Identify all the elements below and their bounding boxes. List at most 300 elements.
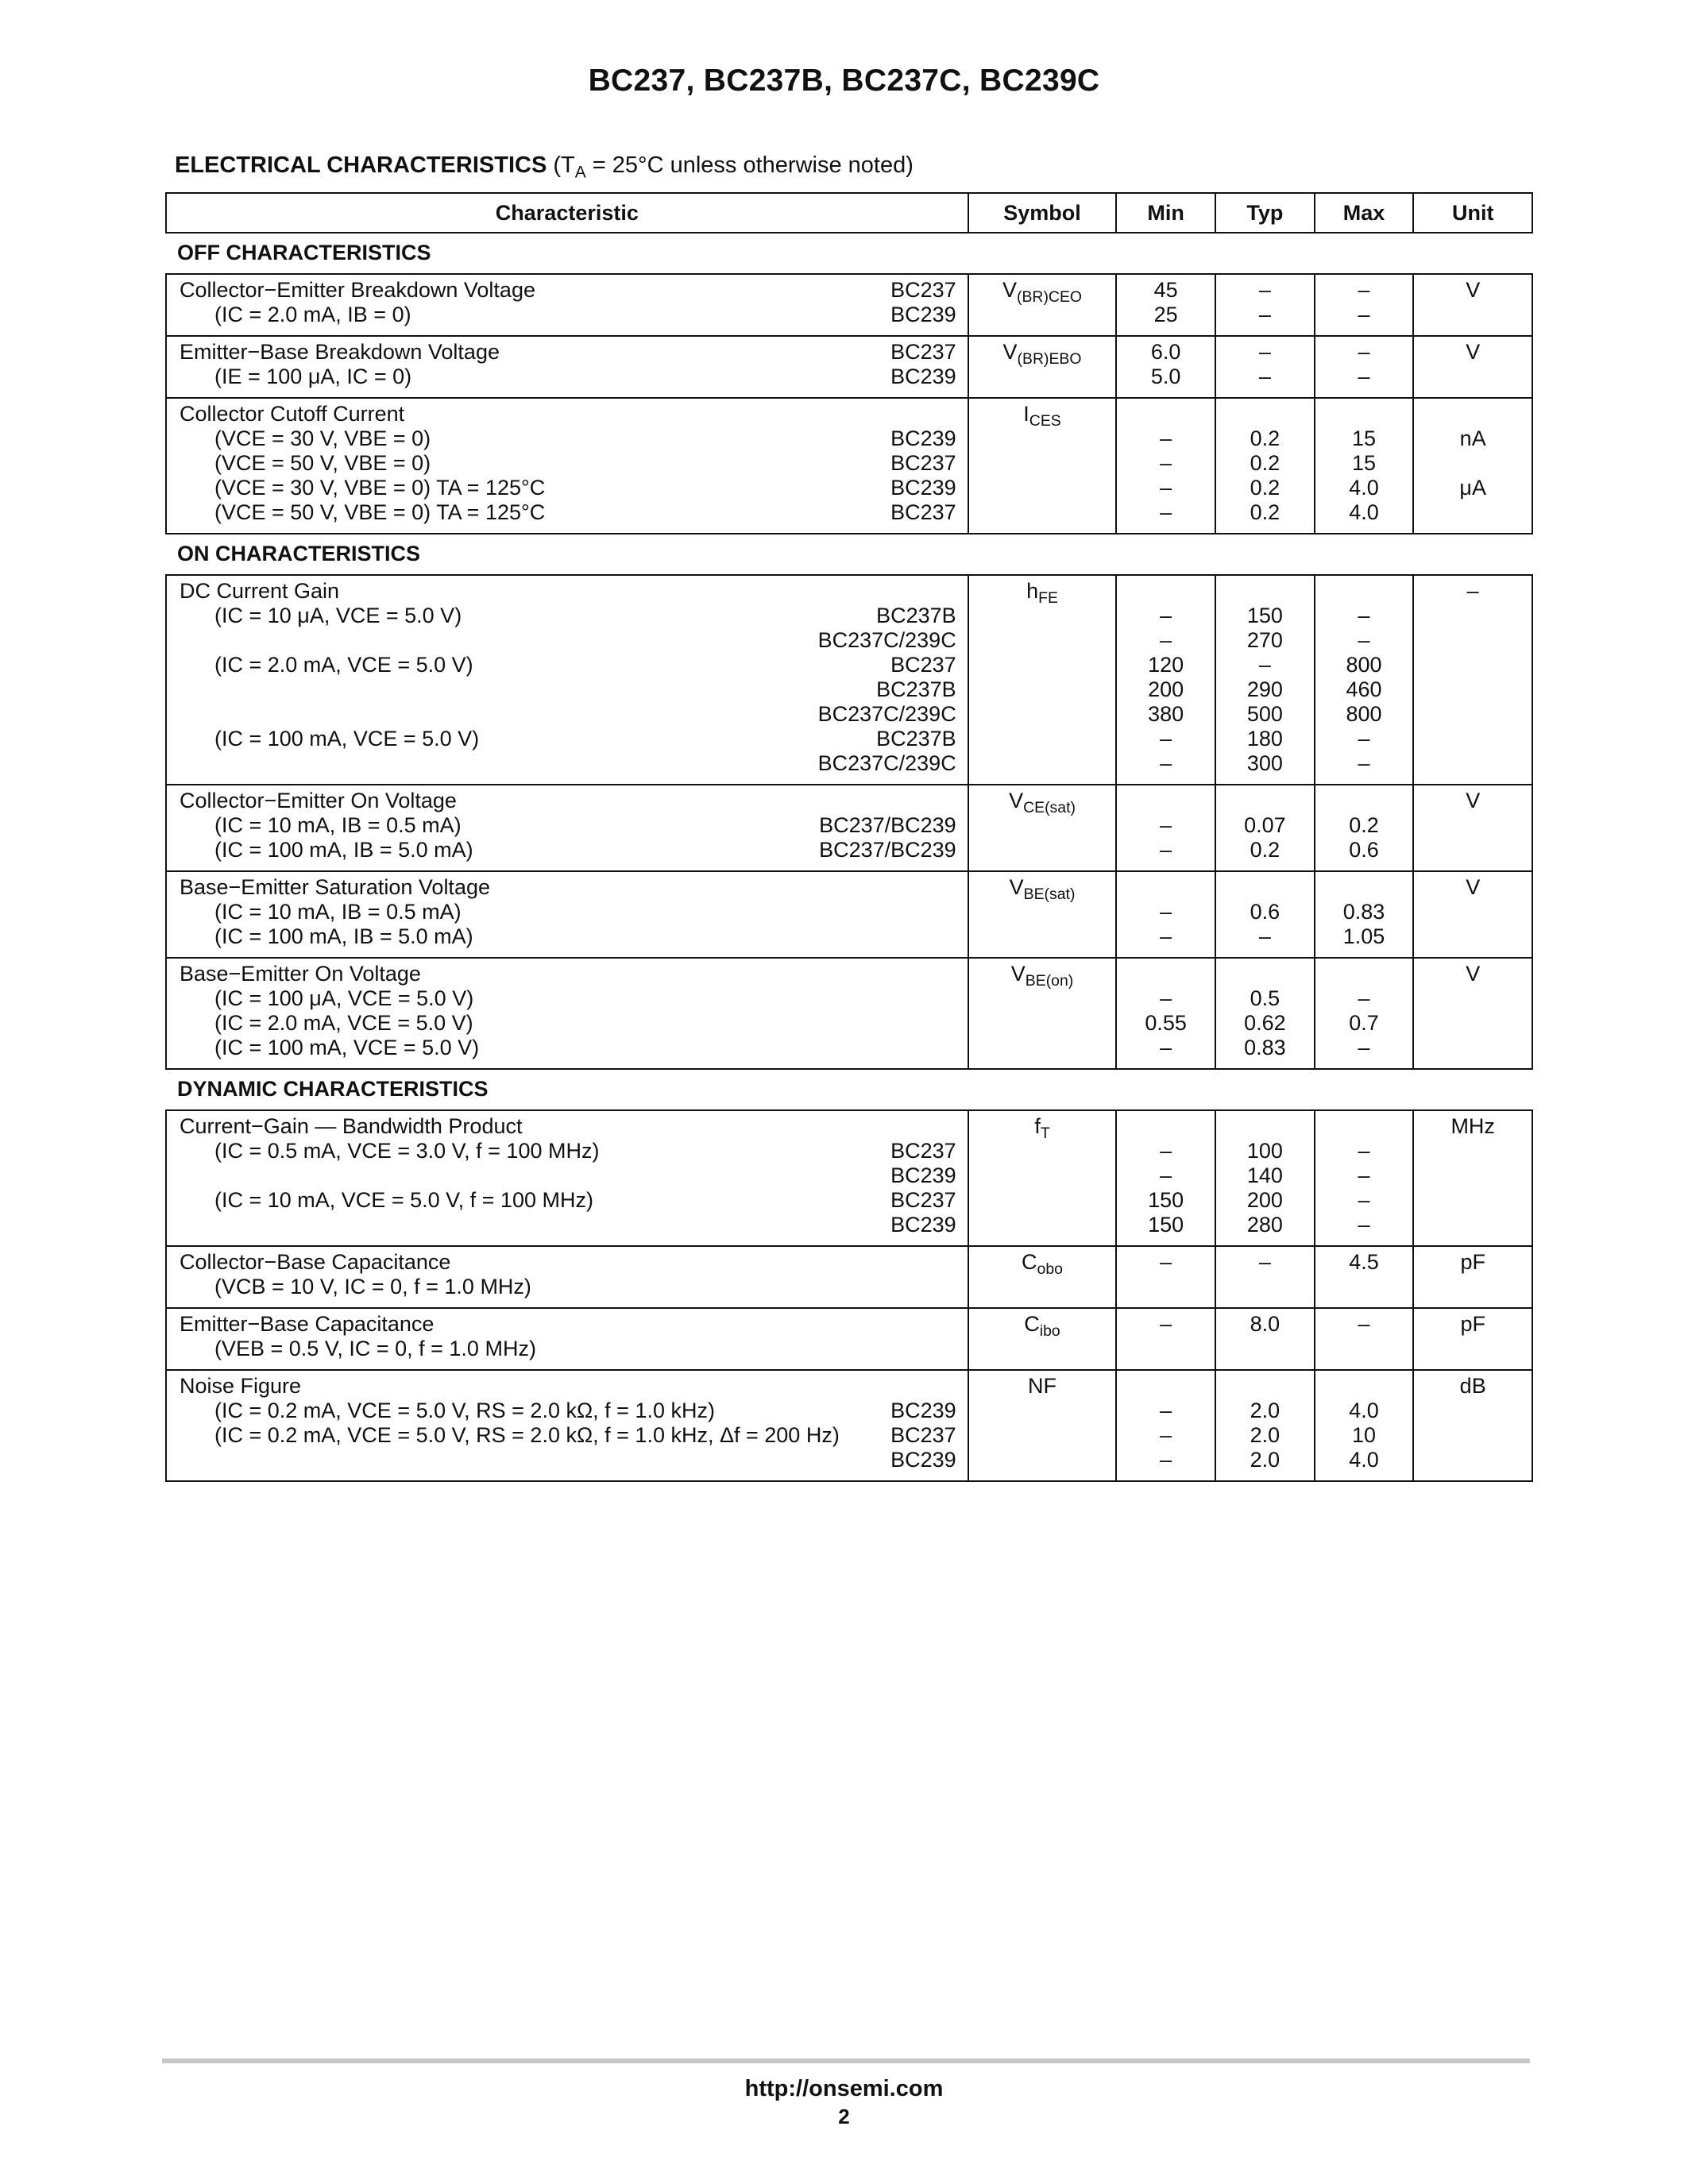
min-cell xyxy=(1116,336,1215,398)
max-value: 4.0 xyxy=(1349,476,1379,500)
typ-value: – xyxy=(1258,653,1271,677)
unit-value: V xyxy=(1466,789,1481,812)
typ-cell xyxy=(1215,958,1315,1069)
characteristic-line xyxy=(180,365,956,389)
min-value xyxy=(1117,1114,1215,1139)
table-row xyxy=(166,1370,1532,1481)
characteristic-line xyxy=(180,1399,956,1423)
test-condition: (VCB = 10 V, IC = 0, f = 1.0 MHz) xyxy=(214,1275,531,1298)
typ-value: 0.07 xyxy=(1244,813,1286,837)
unit-value: V xyxy=(1466,278,1481,302)
header-max: Max xyxy=(1315,193,1414,233)
unit-cell xyxy=(1413,785,1532,871)
min-value: – xyxy=(1160,986,1172,1010)
characteristic-name: DC Current Gain xyxy=(180,579,340,603)
unit-cell xyxy=(1413,1110,1532,1246)
characteristic-cell xyxy=(166,1246,968,1308)
max-value: – xyxy=(1358,604,1370,627)
min-value: – xyxy=(1160,426,1172,450)
min-cell xyxy=(1116,785,1215,871)
unit-cell xyxy=(1413,336,1532,398)
test-condition: (IC = 0.2 mA, VCE = 5.0 V, RS = 2.0 kΩ, f = 1.0 kHz, Δf = 200 Hz) xyxy=(214,1423,840,1447)
characteristic-line xyxy=(180,1036,956,1060)
header-typ: Typ xyxy=(1215,193,1315,233)
group-off xyxy=(166,233,1532,274)
characteristic-line xyxy=(180,1011,956,1036)
characteristic-line xyxy=(180,1213,956,1237)
symbol-subscript: BE(sat) xyxy=(1023,885,1076,903)
test-condition: (IC = 10 mA, IB = 0.5 mA) xyxy=(214,813,462,837)
characteristic-line xyxy=(180,986,956,1011)
typ-value xyxy=(1216,789,1314,813)
characteristic-line xyxy=(180,579,956,604)
characteristic-line xyxy=(180,402,956,426)
typ-value: 2.0 xyxy=(1250,1423,1280,1447)
symbol-main: NF xyxy=(1028,1374,1057,1398)
max-value: 0.6 xyxy=(1349,838,1379,862)
characteristic-line xyxy=(180,813,956,838)
typ-cell xyxy=(1215,398,1315,534)
group-dynamic xyxy=(166,1069,1532,1110)
characteristic-cell xyxy=(166,785,968,871)
symbol-main: V xyxy=(1009,875,1024,899)
max-value: – xyxy=(1358,340,1370,364)
table-row xyxy=(166,1308,1532,1370)
unit-value: nA xyxy=(1459,426,1486,450)
typ-value: 180 xyxy=(1246,727,1283,751)
max-value: – xyxy=(1358,1036,1370,1059)
min-cell xyxy=(1116,398,1215,534)
min-value: – xyxy=(1160,1448,1172,1472)
characteristic-name: Emitter−Base Capacitance xyxy=(180,1312,435,1336)
test-condition: (IC = 2.0 mA, VCE = 5.0 V) xyxy=(214,653,473,677)
typ-cell xyxy=(1215,871,1315,958)
min-value: – xyxy=(1160,1036,1172,1059)
characteristic-line xyxy=(180,1163,956,1188)
characteristic-line xyxy=(180,677,956,702)
min-value: 5.0 xyxy=(1150,365,1181,388)
characteristic-cell xyxy=(166,398,968,534)
characteristic-name: Collector−Emitter On Voltage xyxy=(180,789,457,812)
section-heading-title: ELECTRICAL CHARACTERISTICS xyxy=(175,152,547,178)
characteristic-cell xyxy=(166,958,968,1069)
max-value: 4.0 xyxy=(1349,500,1379,524)
test-condition: (VEB = 0.5 V, IC = 0, f = 1.0 MHz) xyxy=(214,1337,536,1360)
ta-note: = 25°C unless otherwise noted) xyxy=(585,152,914,178)
test-condition xyxy=(180,702,214,727)
device-label: BC237C/239C xyxy=(817,751,956,775)
max-value: 15 xyxy=(1352,426,1377,450)
typ-value: 300 xyxy=(1246,751,1283,775)
min-cell xyxy=(1116,871,1215,958)
min-value: – xyxy=(1160,1423,1172,1447)
min-value: – xyxy=(1160,1250,1172,1274)
min-cell xyxy=(1116,958,1215,1069)
table-row xyxy=(166,274,1532,336)
min-value: – xyxy=(1160,838,1172,862)
typ-value: – xyxy=(1258,1250,1271,1274)
min-value: 150 xyxy=(1148,1188,1184,1212)
characteristic-line xyxy=(180,303,956,327)
symbol-cell xyxy=(968,575,1117,785)
characteristic-line xyxy=(180,1423,956,1448)
unit-value: V xyxy=(1466,340,1481,364)
characteristic-line xyxy=(180,1337,956,1361)
typ-cell xyxy=(1215,1308,1315,1370)
device-label: BC237/BC239 xyxy=(819,813,956,837)
typ-value xyxy=(1216,402,1314,426)
device-label: BC239 xyxy=(890,476,956,500)
typ-value xyxy=(1216,1114,1314,1139)
max-value xyxy=(1315,402,1413,426)
symbol-main: h xyxy=(1026,579,1039,603)
typ-cell xyxy=(1215,274,1315,336)
min-value: – xyxy=(1160,1163,1172,1187)
test-condition: (IC = 0.5 mA, VCE = 3.0 V, f = 100 MHz) xyxy=(214,1139,600,1163)
unit-cell xyxy=(1413,398,1532,534)
min-value: – xyxy=(1160,1312,1172,1336)
min-value: 25 xyxy=(1153,303,1178,326)
min-value: – xyxy=(1160,900,1172,924)
max-cell xyxy=(1315,1370,1414,1481)
symbol-subscript: FE xyxy=(1038,588,1058,607)
symbol-subscript: ibo xyxy=(1039,1322,1060,1340)
device-label: BC237 xyxy=(890,653,956,677)
unit-cell xyxy=(1413,1246,1532,1308)
device-label: BC237 xyxy=(890,451,956,475)
device-label: BC237 xyxy=(890,340,956,364)
characteristic-cell xyxy=(166,336,968,398)
characteristic-name: Current−Gain — Bandwidth Product xyxy=(180,1114,523,1138)
characteristic-line xyxy=(180,924,956,949)
device-label: BC237C/239C xyxy=(817,628,956,652)
device-label: BC237/BC239 xyxy=(819,838,956,862)
max-value: – xyxy=(1358,986,1370,1010)
max-value xyxy=(1315,1114,1413,1139)
characteristic-line xyxy=(180,751,956,776)
typ-value: 200 xyxy=(1246,1188,1283,1212)
characteristic-cell xyxy=(166,274,968,336)
device-label: BC237 xyxy=(890,278,956,302)
min-value: – xyxy=(1160,1139,1172,1163)
header-min: Min xyxy=(1116,193,1215,233)
device-label: BC239 xyxy=(890,1163,956,1187)
typ-cell xyxy=(1215,336,1315,398)
symbol-subscript: (BR)EBO xyxy=(1017,349,1082,368)
max-value: – xyxy=(1358,303,1370,326)
table-row xyxy=(166,871,1532,958)
unit-value xyxy=(1414,402,1532,426)
characteristic-line xyxy=(180,1275,956,1299)
device-label: BC237 xyxy=(890,500,956,524)
max-cell xyxy=(1315,274,1414,336)
symbol-main: V xyxy=(1010,962,1026,986)
symbol-subscript: CE(sat) xyxy=(1023,798,1076,816)
min-cell xyxy=(1116,1370,1215,1481)
typ-value xyxy=(1216,962,1314,986)
unit-value: μA xyxy=(1459,476,1486,500)
symbol-main: C xyxy=(1022,1250,1037,1274)
max-cell xyxy=(1315,398,1414,534)
test-condition: (IC = 100 mA, VCE = 5.0 V) xyxy=(214,727,480,751)
test-condition xyxy=(180,1448,214,1472)
characteristic-name: Base−Emitter Saturation Voltage xyxy=(180,875,490,899)
symbol-subscript: CES xyxy=(1029,411,1061,430)
min-value: – xyxy=(1160,451,1172,475)
test-condition: (VCE = 50 V, VBE = 0) TA = 125°C xyxy=(214,500,546,524)
typ-value: 500 xyxy=(1246,702,1283,726)
characteristic-cell xyxy=(166,1308,968,1370)
page-number: 2 xyxy=(838,2105,850,2128)
typ-value: – xyxy=(1258,340,1271,364)
max-cell xyxy=(1315,1308,1414,1370)
header-characteristic: Characteristic xyxy=(166,193,968,233)
test-condition xyxy=(180,677,214,702)
characteristic-line xyxy=(180,451,956,476)
typ-value: 2.0 xyxy=(1250,1399,1280,1422)
max-value xyxy=(1315,789,1413,813)
characteristic-line xyxy=(180,278,956,303)
device-label: BC237 xyxy=(890,1188,956,1212)
unit-value xyxy=(1414,451,1532,476)
max-value: – xyxy=(1358,1312,1370,1336)
symbol-cell xyxy=(968,1308,1117,1370)
typ-value: 0.2 xyxy=(1250,426,1280,450)
typ-value: 0.2 xyxy=(1250,476,1280,500)
max-value xyxy=(1315,579,1413,604)
characteristic-name: Emitter−Base Breakdown Voltage xyxy=(180,340,500,364)
min-cell xyxy=(1116,575,1215,785)
test-condition xyxy=(180,1163,214,1188)
characteristic-line xyxy=(180,340,956,365)
max-cell xyxy=(1315,1110,1414,1246)
table-row xyxy=(166,336,1532,398)
typ-cell xyxy=(1215,1370,1315,1481)
typ-value: 290 xyxy=(1246,677,1283,701)
min-value xyxy=(1117,579,1215,604)
test-condition: (IC = 10 μA, VCE = 5.0 V) xyxy=(214,604,462,627)
typ-value: 0.6 xyxy=(1250,900,1280,924)
unit-cell xyxy=(1413,958,1532,1069)
typ-value xyxy=(1216,579,1314,604)
characteristic-line xyxy=(180,1448,956,1472)
typ-cell xyxy=(1215,575,1315,785)
characteristic-line xyxy=(180,727,956,751)
max-value: 800 xyxy=(1346,702,1382,726)
typ-value: 100 xyxy=(1246,1139,1283,1163)
unit-value: pF xyxy=(1460,1312,1485,1336)
symbol-main: V xyxy=(1009,789,1024,812)
characteristic-line xyxy=(180,962,956,986)
max-value: – xyxy=(1358,1163,1370,1187)
symbol-cell xyxy=(968,785,1117,871)
device-label: BC239 xyxy=(890,1448,956,1472)
max-cell xyxy=(1315,958,1414,1069)
symbol-main: f xyxy=(1034,1114,1041,1138)
test-condition xyxy=(180,1213,214,1237)
header-unit: Unit xyxy=(1413,193,1532,233)
table-row xyxy=(166,1110,1532,1246)
section-heading: ELECTRICAL CHARACTERISTICS ($T_A = 25^\circ C$ unless otherwise noted) xyxy=(175,152,914,182)
unit-value: pF xyxy=(1460,1250,1485,1274)
test-condition: (IC = 100 mA, IB = 5.0 mA) xyxy=(214,924,473,948)
min-value: – xyxy=(1160,924,1172,948)
characteristic-line xyxy=(180,838,956,862)
characteristic-line xyxy=(180,1139,956,1163)
test-condition: (VCE = 30 V, VBE = 0) xyxy=(214,426,431,450)
max-value: – xyxy=(1358,278,1370,302)
footer-divider xyxy=(162,2059,1530,2063)
max-value: – xyxy=(1358,628,1370,652)
characteristic-line xyxy=(180,500,956,525)
test-condition: (IC = 10 mA, VCE = 5.0 V, f = 100 MHz) xyxy=(214,1188,593,1212)
min-value: 150 xyxy=(1148,1213,1184,1237)
min-value: 380 xyxy=(1148,702,1184,726)
test-condition: (IE = 100 μA, IC = 0) xyxy=(214,365,412,388)
symbol-cell xyxy=(968,1370,1117,1481)
ta-symbol: T xyxy=(561,152,575,178)
symbol-subscript: T xyxy=(1040,1124,1050,1142)
ta-subscript: A xyxy=(574,163,586,182)
table-row xyxy=(166,1246,1532,1308)
characteristic-name: Noise Figure xyxy=(180,1374,302,1398)
symbol-cell xyxy=(968,1246,1117,1308)
min-value: 120 xyxy=(1148,653,1184,677)
min-cell xyxy=(1116,1246,1215,1308)
characteristic-line xyxy=(180,789,956,813)
device-label: BC239 xyxy=(890,303,956,326)
characteristic-line xyxy=(180,628,956,653)
characteristic-line xyxy=(180,900,956,924)
unit-value: – xyxy=(1466,579,1479,603)
symbol-cell xyxy=(968,958,1117,1069)
typ-value xyxy=(1216,1374,1314,1399)
test-condition: (IC = 2.0 mA, IB = 0) xyxy=(214,303,411,326)
max-value: 460 xyxy=(1346,677,1382,701)
table-header-row xyxy=(166,193,1532,233)
footer-url: http://onsemi.com xyxy=(744,2076,944,2101)
min-value xyxy=(1117,962,1215,986)
min-value xyxy=(1117,875,1215,900)
unit-cell xyxy=(1413,1370,1532,1481)
typ-value: 8.0 xyxy=(1250,1312,1280,1336)
max-value xyxy=(1315,875,1413,900)
max-cell xyxy=(1315,575,1414,785)
unit-value xyxy=(1414,500,1532,525)
min-value: – xyxy=(1160,727,1172,751)
typ-value: 0.2 xyxy=(1250,500,1280,524)
min-value: 200 xyxy=(1148,677,1184,701)
typ-value: 2.0 xyxy=(1250,1448,1280,1472)
device-label: BC237C/239C xyxy=(817,702,956,726)
device-label: BC239 xyxy=(890,365,956,388)
unit-value: dB xyxy=(1459,1374,1486,1398)
test-condition xyxy=(180,628,214,653)
min-value: 6.0 xyxy=(1150,340,1181,364)
min-value xyxy=(1117,789,1215,813)
typ-value: 280 xyxy=(1246,1213,1283,1237)
group-on xyxy=(166,534,1532,575)
max-value: 4.0 xyxy=(1349,1399,1379,1422)
min-value: 0.55 xyxy=(1145,1011,1187,1035)
group-on-label: ON CHARACTERISTICS xyxy=(166,534,1532,575)
min-cell xyxy=(1116,1110,1215,1246)
unit-cell xyxy=(1413,575,1532,785)
min-value: – xyxy=(1160,500,1172,524)
test-condition xyxy=(180,751,214,776)
min-value: 45 xyxy=(1153,278,1178,302)
min-value: – xyxy=(1160,604,1172,627)
max-value: – xyxy=(1358,365,1370,388)
max-value: 1.05 xyxy=(1342,924,1385,948)
typ-value xyxy=(1216,875,1314,900)
typ-cell xyxy=(1215,1246,1315,1308)
typ-value: 0.83 xyxy=(1244,1036,1286,1059)
max-cell xyxy=(1315,1246,1414,1308)
max-value xyxy=(1315,962,1413,986)
characteristic-line xyxy=(180,1250,956,1275)
typ-value: 0.2 xyxy=(1250,838,1280,862)
typ-value: 0.5 xyxy=(1250,986,1280,1010)
page-title: BC237, BC237B, BC237C, BC239C xyxy=(588,64,1100,98)
characteristic-line xyxy=(180,426,956,451)
symbol-cell xyxy=(968,871,1117,958)
max-value: – xyxy=(1358,727,1370,751)
characteristic-line xyxy=(180,604,956,628)
group-off-label: OFF CHARACTERISTICS xyxy=(166,233,1532,274)
max-value: – xyxy=(1358,751,1370,775)
characteristic-name: Collector Cutoff Current xyxy=(180,402,405,426)
max-value: – xyxy=(1358,1139,1370,1163)
test-condition: (VCE = 50 V, VBE = 0) xyxy=(214,451,431,475)
max-cell xyxy=(1315,871,1414,958)
max-value: 0.2 xyxy=(1349,813,1379,837)
characteristic-cell xyxy=(166,575,968,785)
symbol-cell xyxy=(968,398,1117,534)
symbol-subscript: BE(on) xyxy=(1025,971,1074,990)
max-value: 15 xyxy=(1352,451,1377,475)
symbol-main: V xyxy=(1002,340,1018,364)
max-value: 0.83 xyxy=(1342,900,1385,924)
characteristic-line xyxy=(180,1312,956,1337)
max-value: 10 xyxy=(1352,1423,1377,1447)
symbol-main: C xyxy=(1024,1312,1040,1336)
max-value: 800 xyxy=(1346,653,1382,677)
characteristic-cell xyxy=(166,1110,968,1246)
unit-cell xyxy=(1413,1308,1532,1370)
device-label: BC237 xyxy=(890,1139,956,1163)
max-value: – xyxy=(1358,1188,1370,1212)
min-value xyxy=(1117,402,1215,426)
min-value: – xyxy=(1160,751,1172,775)
unit-cell xyxy=(1413,871,1532,958)
test-condition: (IC = 10 mA, IB = 0.5 mA) xyxy=(214,900,462,924)
characteristic-name: Collector−Base Capacitance xyxy=(180,1250,451,1274)
unit-cell xyxy=(1413,274,1532,336)
symbol-cell xyxy=(968,1110,1117,1246)
min-cell xyxy=(1116,274,1215,336)
characteristic-line xyxy=(180,1114,956,1139)
unit-value: V xyxy=(1466,875,1481,899)
max-cell xyxy=(1315,785,1414,871)
characteristic-name: Collector−Emitter Breakdown Voltage xyxy=(180,278,535,302)
characteristic-line xyxy=(180,476,956,500)
characteristic-line xyxy=(180,1188,956,1213)
test-condition: (IC = 100 mA, VCE = 5.0 V) xyxy=(214,1036,480,1059)
min-value: – xyxy=(1160,628,1172,652)
test-condition: (IC = 100 μA, VCE = 5.0 V) xyxy=(214,986,474,1010)
symbol-subscript: obo xyxy=(1037,1260,1063,1278)
